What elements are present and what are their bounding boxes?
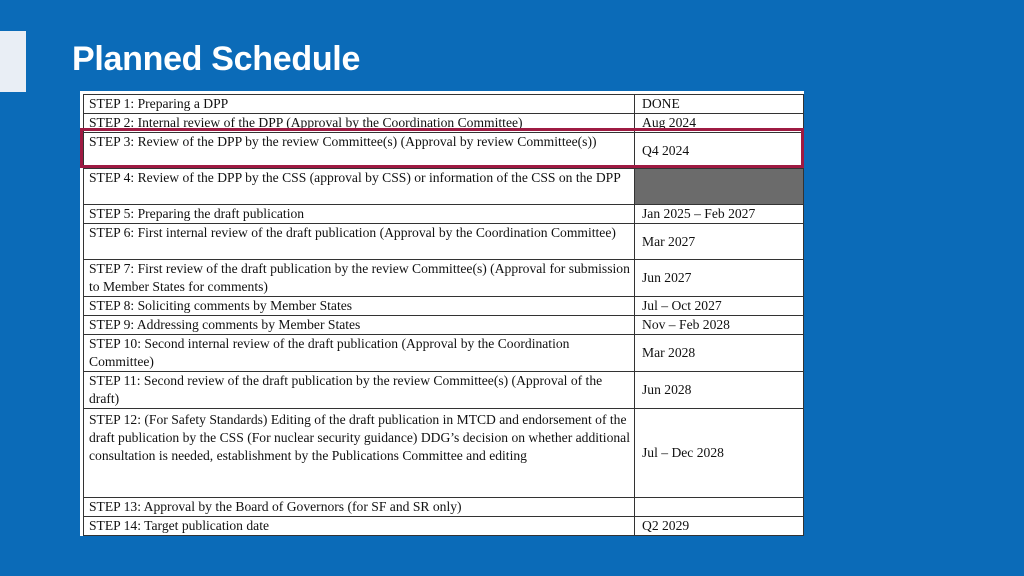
step-cell: STEP 6: First internal review of the draft publication (Approval by the Coordination Committee) [84, 224, 635, 260]
table-row [84, 498, 804, 517]
step-cell: STEP 7: First review of the draft publication by the review Committee(s) (Approval for submission to Member States for comments) [84, 260, 635, 297]
step-cell: STEP 8: Soliciting comments by Member States [84, 297, 635, 316]
step-cell: STEP 2: Internal review of the DPP (Approval by the Coordination Committee) [84, 114, 635, 133]
date-cell: Aug 2024 [635, 114, 804, 133]
table-row [84, 260, 804, 297]
table-row [84, 205, 804, 224]
table-row [84, 169, 804, 205]
table-row [84, 316, 804, 335]
table-row [84, 517, 804, 536]
date-cell: Jul – Dec 2028 [635, 409, 804, 498]
step-cell: STEP 11: Second review of the draft publication by the review Committee(s) (Approval of the draft) [84, 372, 635, 409]
page-title: Planned Schedule [72, 40, 361, 78]
date-cell-shaded [635, 169, 804, 205]
table-row [84, 297, 804, 316]
step-cell: STEP 9: Addressing comments by Member States [84, 316, 635, 335]
date-cell: Mar 2027 [635, 224, 804, 260]
table-row [84, 224, 804, 260]
date-cell [635, 498, 804, 517]
table-row-highlighted [84, 133, 804, 169]
schedule-table-image [80, 91, 804, 536]
step-cell: STEP 4: Review of the DPP by the CSS (approval by CSS) or information of the CSS on the DPP [84, 169, 635, 205]
date-cell: Q2 2029 [635, 517, 804, 536]
date-cell: Q4 2024 [635, 133, 804, 169]
date-cell: Jun 2027 [635, 260, 804, 297]
step-cell: STEP 13: Approval by the Board of Governors (for SF and SR only) [84, 498, 635, 517]
step-cell: STEP 5: Preparing the draft publication [84, 205, 635, 224]
table-row [84, 335, 804, 372]
date-cell: Jun 2028 [635, 372, 804, 409]
step-cell: STEP 10: Second internal review of the draft publication (Approval by the Coordination Committee) [84, 335, 635, 372]
step-cell: STEP 3: Review of the DPP by the review Committee(s) (Approval by review Committee(s)) [84, 133, 635, 169]
date-cell: Jan 2025 – Feb 2027 [635, 205, 804, 224]
table-row [84, 114, 804, 133]
step-cell: STEP 1: Preparing a DPP [84, 95, 635, 114]
title-accent-block [0, 31, 26, 92]
step-cell: STEP 14: Target publication date [84, 517, 635, 536]
table-row [84, 95, 804, 114]
table-row [84, 409, 804, 498]
date-cell: Jul – Oct 2027 [635, 297, 804, 316]
date-cell: Nov – Feb 2028 [635, 316, 804, 335]
table-row [84, 372, 804, 409]
schedule-table [83, 94, 804, 536]
step-cell: STEP 12: (For Safety Standards) Editing of the draft publication in MTCD and endorsement of the draft publication by the CSS (For nuclear security guidance) DDG’s decision on whether additional consultation is needed, establishment by the Publications Committee and editing [84, 409, 635, 498]
date-cell: Mar 2028 [635, 335, 804, 372]
date-cell: DONE [635, 95, 804, 114]
